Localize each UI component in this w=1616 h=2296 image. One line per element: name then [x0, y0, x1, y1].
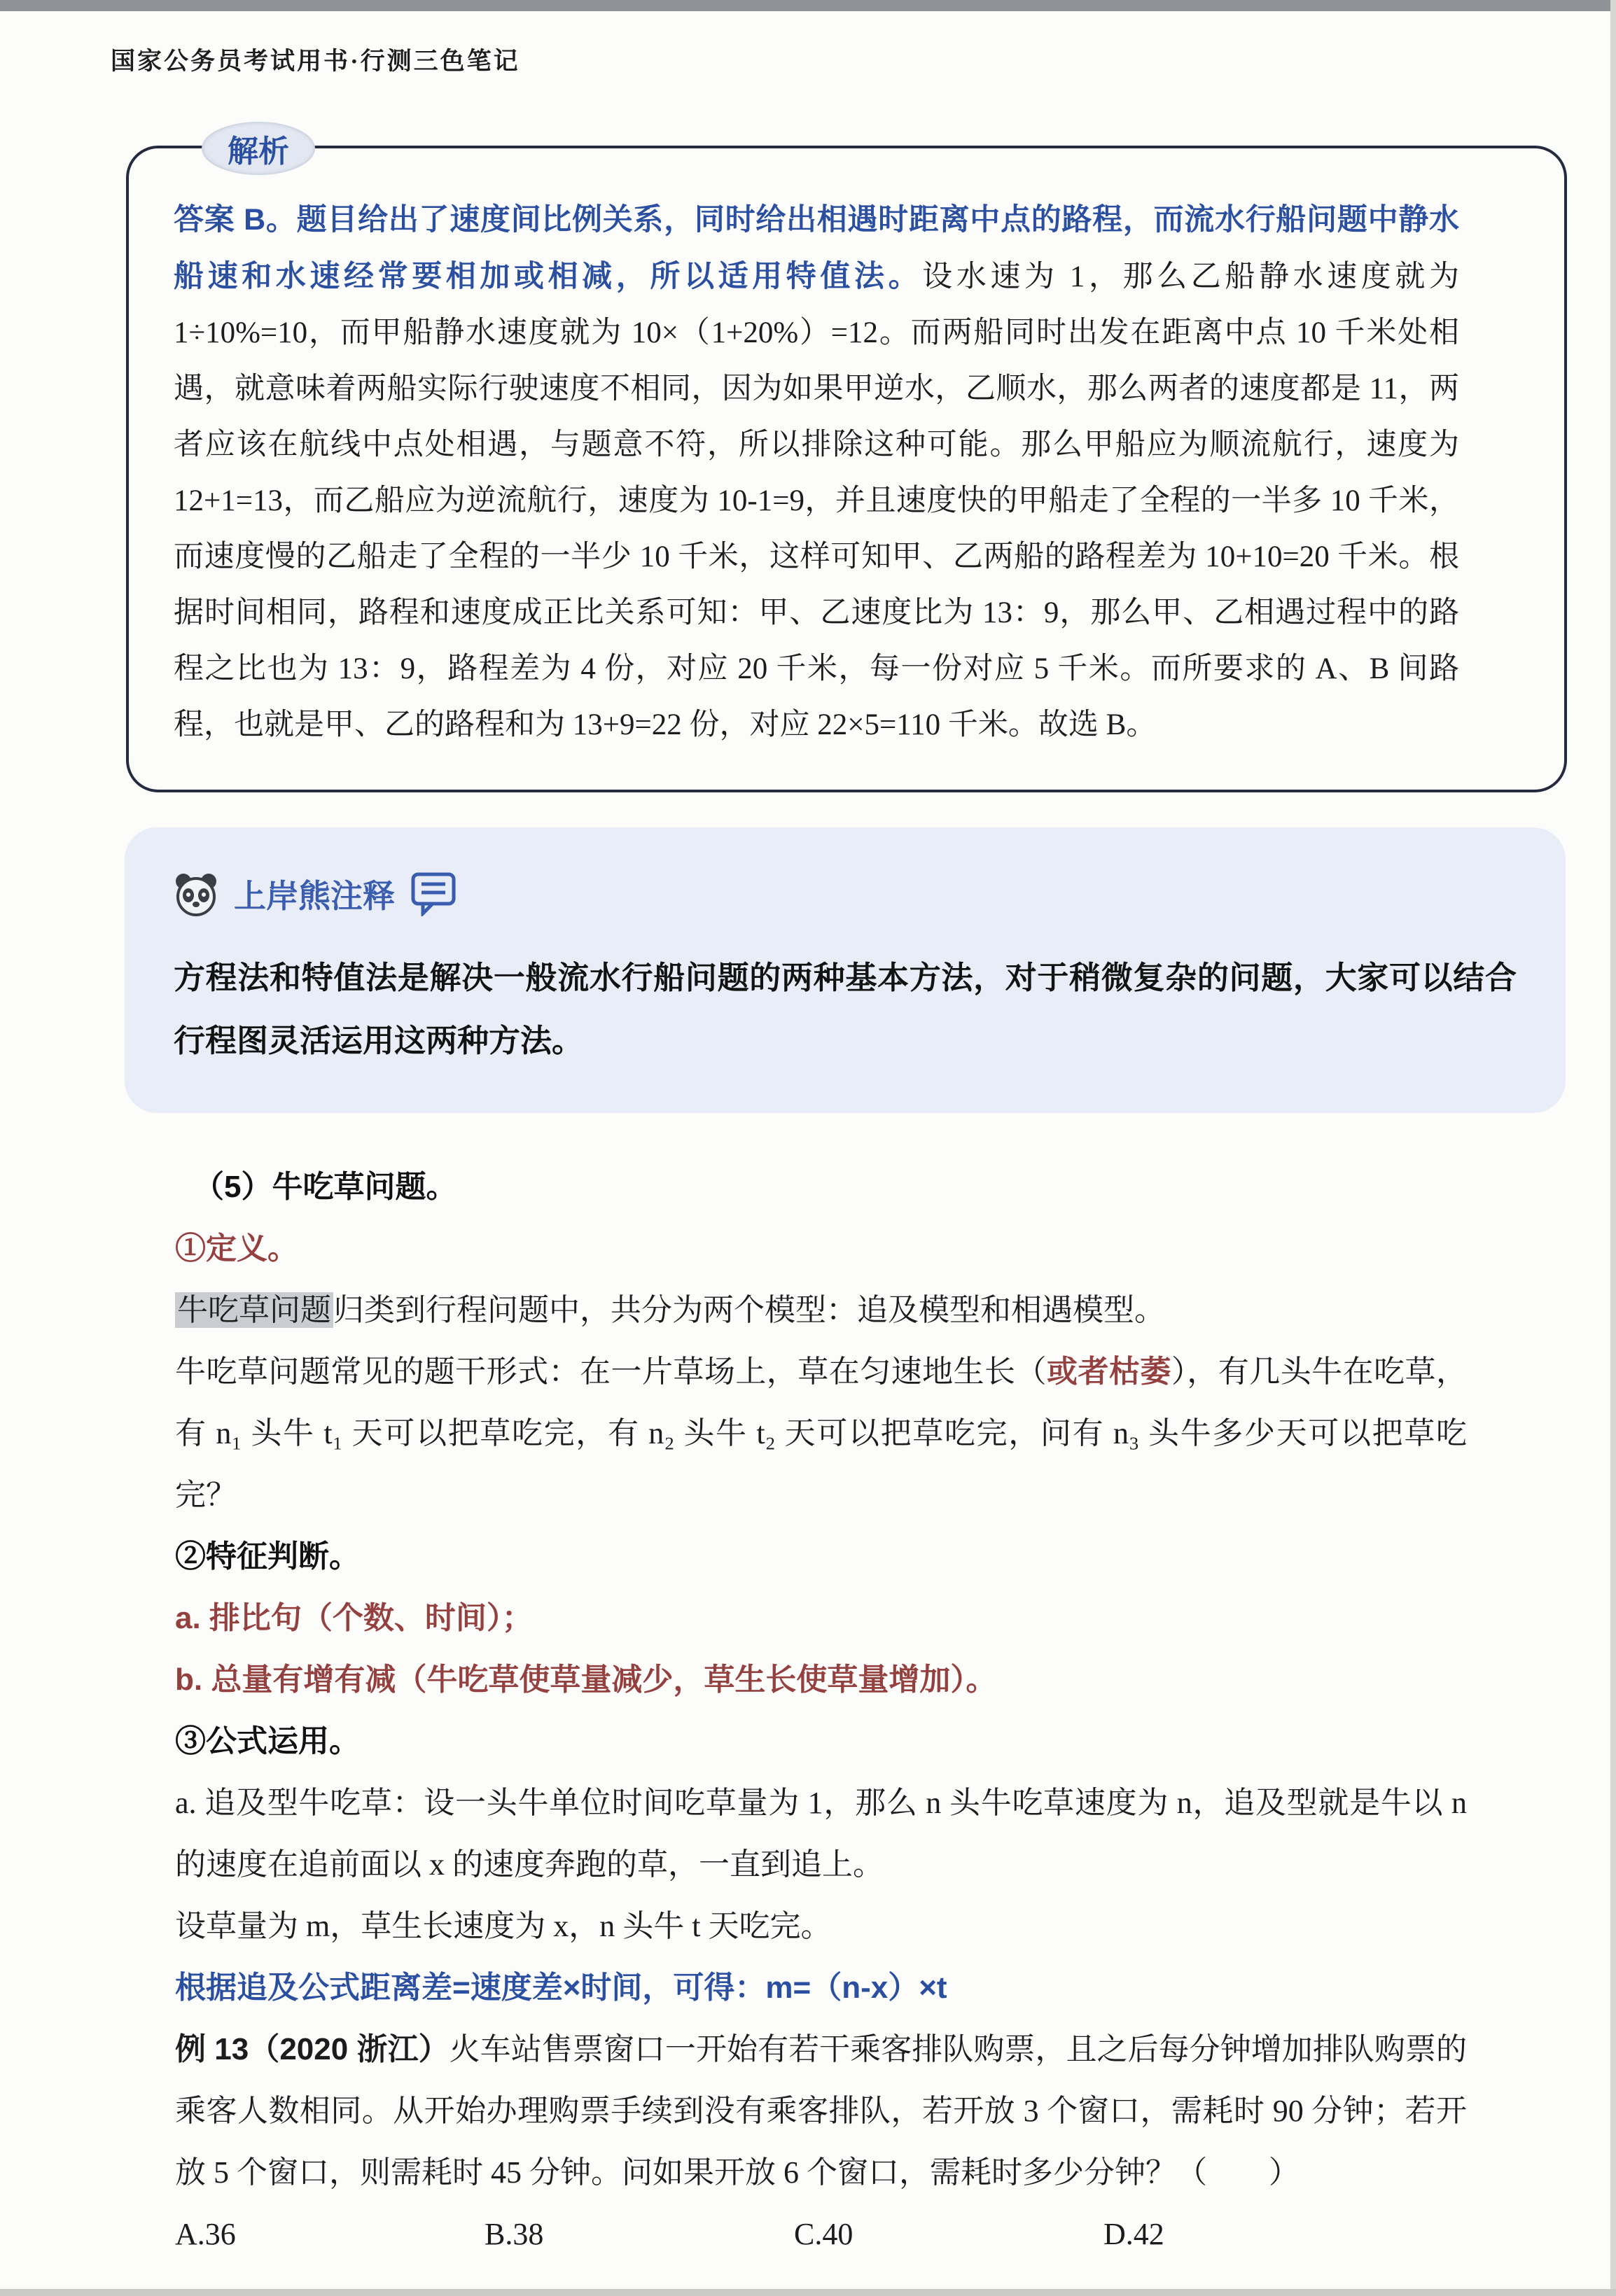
- note-text: 方程法和特值法是解决一般流水行船问题的两种基本方法，对于稍微复杂的问题，大家可以结合行程图灵活运用这两种方法。: [174, 960, 1517, 1058]
- feature-a: a. 排比句（个数、时间）；: [175, 1601, 533, 1635]
- note-title: 上岸熊注释: [234, 878, 395, 914]
- common-form-part1: 牛吃草问题常见的题干形式：在一片草场上，草在匀速地生长（: [175, 1354, 1047, 1389]
- example-paragraph: [175, 2019, 1467, 2204]
- common-form-part2: ），有几头牛在吃草，有 n₁ 头牛 t₁ 天可以把草吃完，有 n₂ 头牛 t₂ 天可以把草吃完，问有 n₃ 头牛多少天可以把草吃完？: [175, 1354, 1468, 1512]
- feature-b: b. 总量有增有减（牛吃草使草量减少，草生长使草量增加）。: [175, 1662, 997, 1697]
- note-box: [125, 827, 1566, 1113]
- key-term-highlight: 牛吃草问题: [175, 1292, 333, 1328]
- option-c: C.40: [794, 2217, 854, 2251]
- scan-edge-bottom: [0, 2289, 1616, 2296]
- feature-label: ②特征判断。: [175, 1539, 360, 1574]
- analysis-body: 设水速为 1，那么乙船静水速度就为 1÷10%=10，而甲船静水速度就为 10×（1+20%）=12。而两船同时出发在距离中点 10 千米处相遇，就意味着两船实际行驶速度不相同，因为如果甲逆水，乙顺水，那么两者的速度都是 11，两者应该在航线中点处相遇，与题意不符，所以排除这种可能。那么甲船应为顺流航行，速度为 12+1=13，而乙船应为逆流航行，速度为 10-1=9，并且速度快的甲船走了全程的一半多 10 千米，而速度慢的乙船走了全程的一半少 10 千米，这样可知甲、乙两船的路程差为 10+10=20 千米。根据时间相同，路程和速度成正比关系可知：甲、乙速度比为 13：9，那么甲、乙相遇过程中的路程之比也为 13：9，路程差为 4 份，对应 20 千米，每一份对应 5 千米。而所要求的 A、B 间路程，也就是甲、乙的路程和为 13+9=22 份，对应 22×5=110 千米。故选 B。: [174, 260, 1460, 741]
- formula-label: ③公式运用。: [175, 1724, 360, 1758]
- options-row: [175, 2204, 1467, 2265]
- section-heading: （5）牛吃草问题。: [193, 1170, 457, 1204]
- analysis-box: [126, 134, 1567, 792]
- analysis-paragraph: [174, 192, 1459, 753]
- scan-edge-top: [0, 0, 1616, 11]
- page-title: 国家公务员考试用书·行测三色笔记: [111, 48, 520, 75]
- study-content: [175, 1156, 1467, 2265]
- option-a: A.36: [175, 2217, 236, 2251]
- analysis-lead: 答案 B。题目给出了速度间比例关系，同时给出相遇时距离中点的路程，而流水行船问题中静水船速和水速经常要相加或相减，所以适用特值法。: [174, 203, 1459, 293]
- model-line-rest: 归类到行程问题中，共分为两个模型：追及模型和相遇模型。: [333, 1293, 1165, 1327]
- option-b: B.38: [485, 2217, 544, 2251]
- note-header: [174, 871, 1517, 917]
- bear-icon: [174, 872, 218, 916]
- analysis-badge: 解析: [202, 122, 315, 175]
- common-form-line: [175, 1341, 1467, 1526]
- model-line: [175, 1280, 1467, 1341]
- scan-edge-right: [1610, 0, 1616, 2296]
- option-d: D.42: [1103, 2217, 1164, 2251]
- example-text: 火车站售票窗口一开始有若干乘客排队购票，且之后每分钟增加排队购票的乘客人数相同。从开始办理购票手续到没有乘客排队，若开放 3 个窗口，需耗时 90 分钟；若开放 5 个窗口，则需耗时 45 分钟。问如果开放 6 个窗口，需耗时多少分钟？（ ）: [175, 2032, 1467, 2190]
- example-label: 例 13（2020 浙江）: [175, 2032, 450, 2066]
- formula-set-line: 设草量为 m，草生长速度为 x，n 头牛 t 天吃完。: [175, 1909, 832, 1943]
- common-form-red: 或者枯萎: [1046, 1354, 1171, 1389]
- formula-blue-line: 根据追及公式距离差=速度差×时间，可得：m=（n-x）×t: [175, 1970, 947, 2005]
- formula-a-line: a. 追及型牛吃草：设一头牛单位时间吃草量为 1，那么 n 头牛吃草速度为 n，追及型就是牛以 n 的速度在追前面以 x 的速度奔跑的草，一直到追上。: [175, 1786, 1467, 1882]
- definition-label: ①定义。: [175, 1231, 298, 1266]
- speech-bubble-icon: [410, 872, 461, 916]
